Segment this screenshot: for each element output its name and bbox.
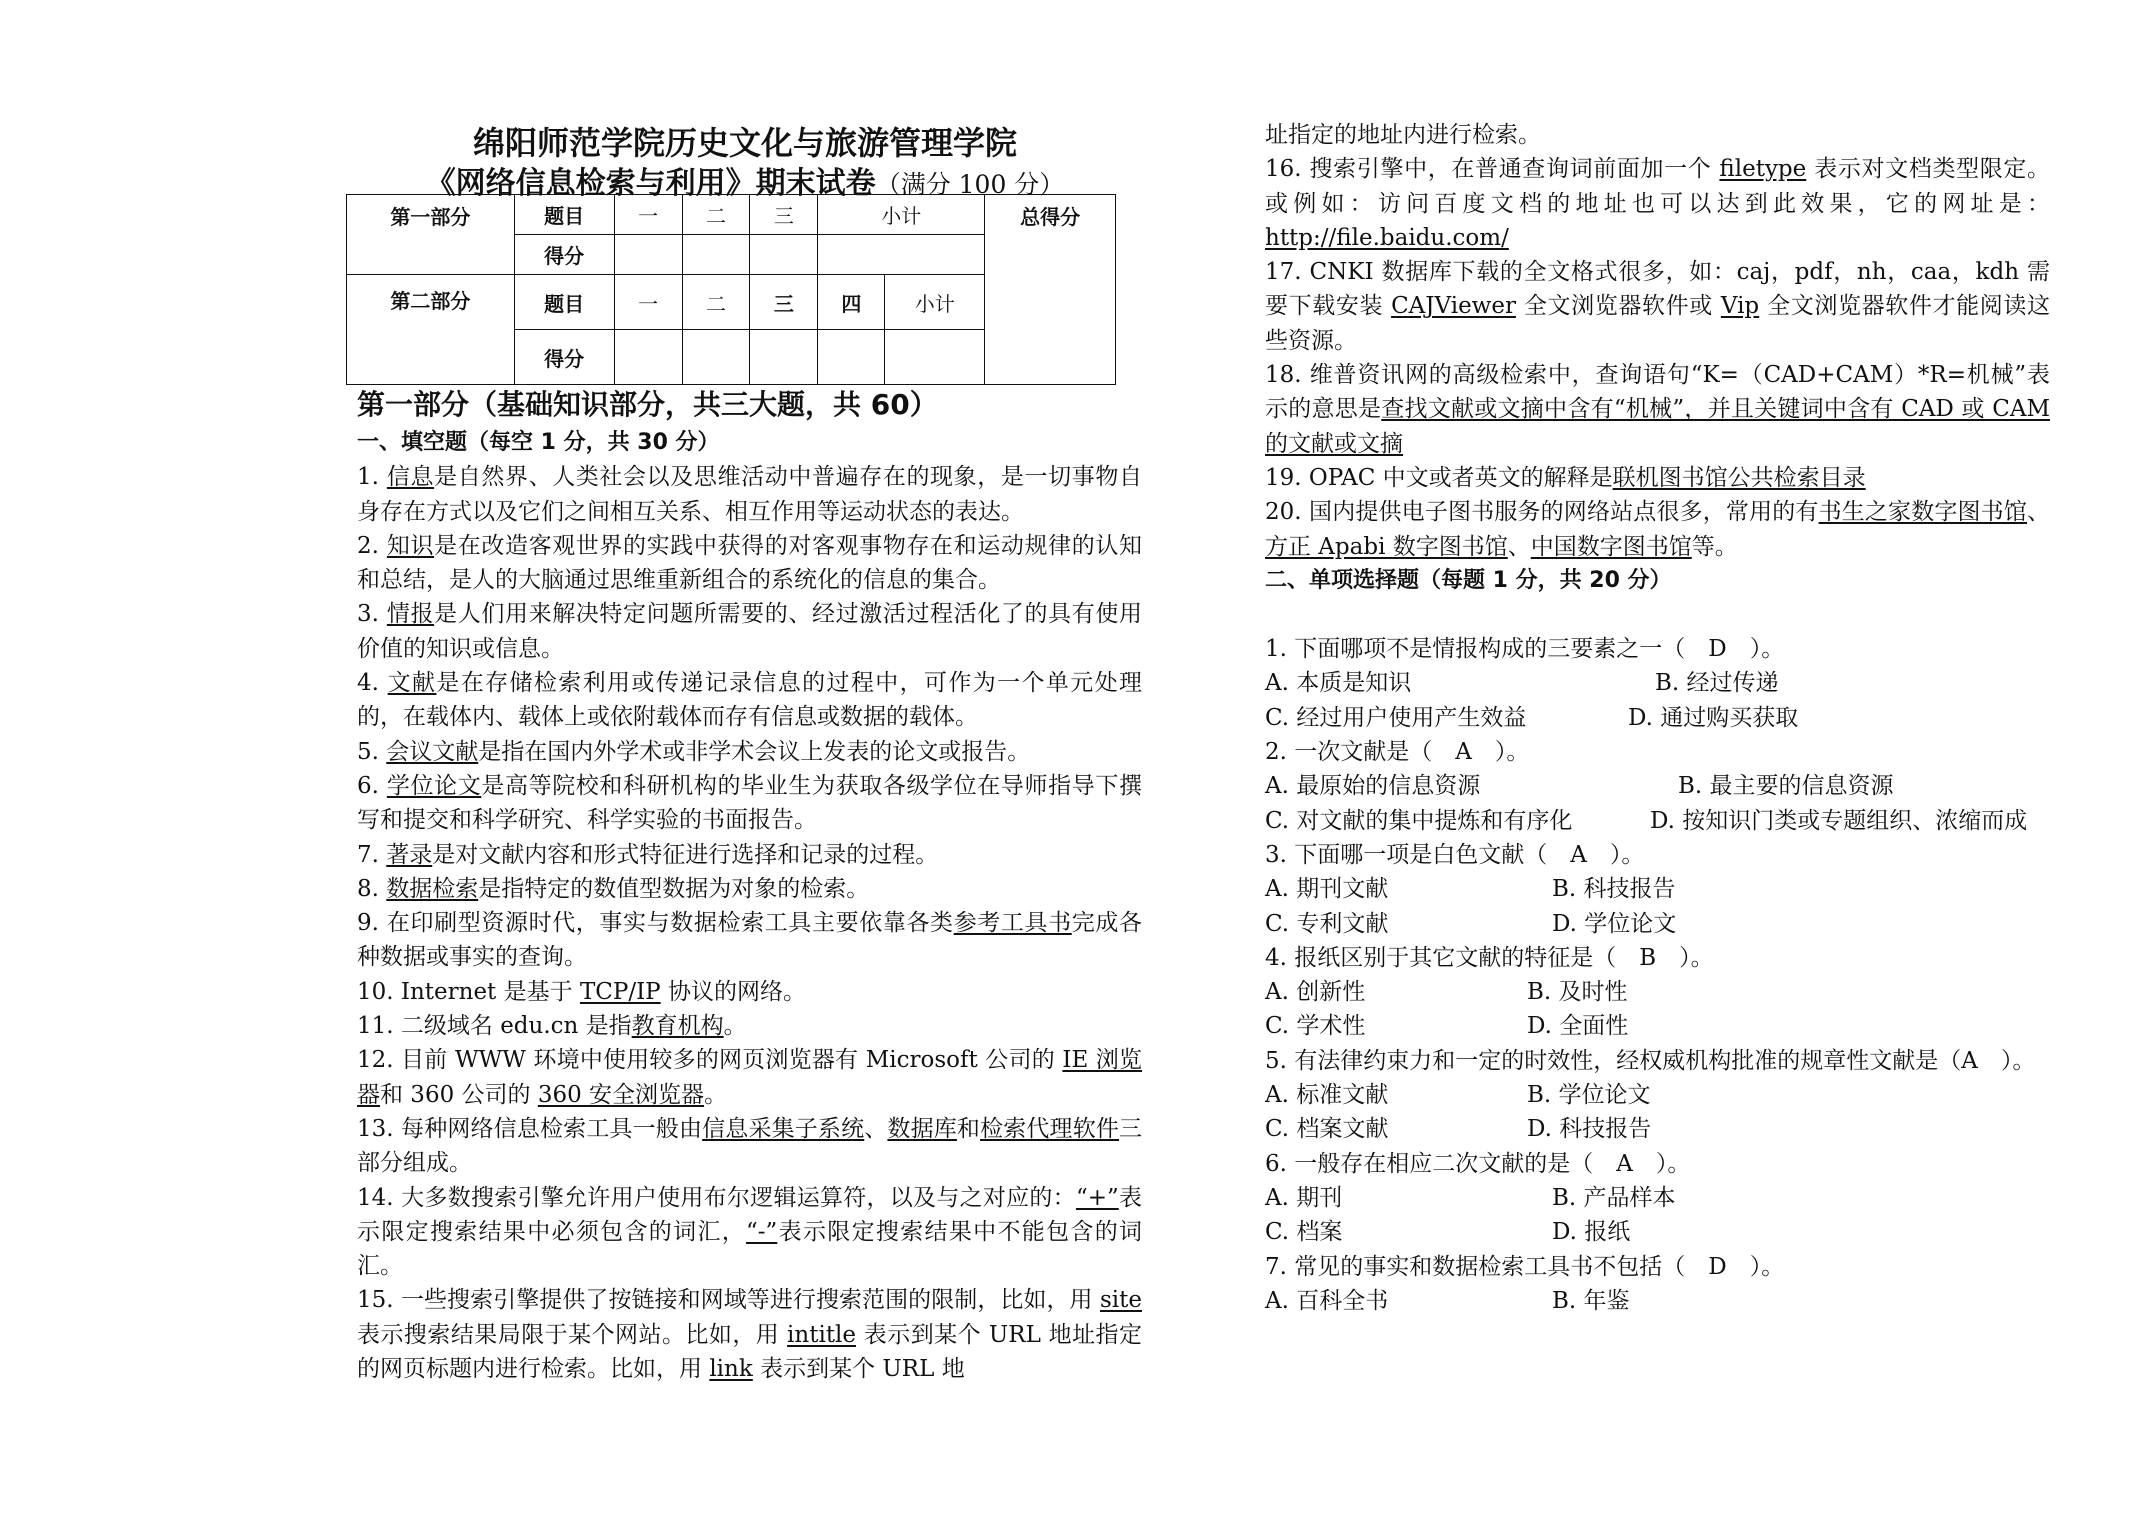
option: A. 创新性: [1265, 979, 1366, 1006]
choice-options: [1265, 872, 2050, 906]
answer: IE 浏览器: [357, 1047, 1142, 1108]
option: C. 经过用户使用产生效益: [1265, 704, 1527, 731]
answer: 教育机构: [631, 1013, 724, 1040]
answer: 情报: [386, 601, 435, 628]
total-score-header: 总得分: [985, 195, 1116, 235]
question-header: 题目: [514, 275, 614, 330]
option: D. 报纸: [1552, 1219, 1631, 1246]
option: B. 及时性: [1527, 979, 1628, 1006]
q-col-3: 三: [750, 195, 818, 235]
fill-question: 3. 情报是人们用来解决特定问题所需要的、经过激活过程活化了的具有使用价值的知识或信息。: [357, 601, 1142, 662]
q-col-4: 四: [818, 275, 885, 330]
choice-options: [1265, 975, 2050, 1009]
score-cell: [818, 235, 985, 275]
answer: 联机图书馆公共检索目录: [1612, 464, 1866, 491]
answer: link: [709, 1356, 753, 1383]
answer: 中国数字图书馆: [1530, 533, 1692, 560]
fill-question: 5. 会议文献是指在国内外学术或非学术会议上发表的论文或报告。: [357, 738, 1031, 765]
answer: 学位论文: [386, 772, 482, 799]
q-col-2: 二: [682, 195, 750, 235]
choice-options: [1265, 666, 2050, 700]
answer: 信息采集子系统: [702, 1115, 865, 1142]
choice-options: [1265, 1284, 2050, 1318]
answer: 数据检索: [386, 875, 479, 902]
fill-question: 18. 维普资讯网的高级检索中，查询语句“K=（CAD+CAM）*R=机械”表示的意思是查找文献或文摘中含有“机械”，并且关键词中含有 CAD 或 CAM 的文献或文摘: [1265, 362, 2051, 457]
fill-question: 10. Internet 是基于 TCP/IP 协议的网络。: [357, 978, 806, 1005]
answer: intitle: [787, 1321, 857, 1348]
answer: 检索代理软件: [980, 1115, 1120, 1142]
option: C. 对文献的集中提炼和有序化: [1265, 807, 1573, 834]
option: A. 期刊文献: [1265, 876, 1389, 903]
answer: filetype: [1719, 156, 1807, 183]
choice-options: [1265, 804, 2050, 838]
score-cell: [614, 330, 682, 385]
fill-question-continued: 址指定的地址内进行检索。: [1265, 122, 1541, 148]
part2-label: 第二部分: [347, 275, 515, 385]
answer: Vip: [1720, 293, 1760, 320]
q-col-3: 三: [750, 275, 818, 330]
choice-question: 4. 报纸区别于其它文献的特征是（ B ）。: [1265, 944, 1714, 971]
option: D. 通过购买获取: [1628, 704, 1799, 731]
option: A. 百科全书: [1265, 1287, 1389, 1314]
fill-question: 11. 二级域名 edu.cn 是指教育机构。: [357, 1013, 747, 1040]
score-table: [346, 194, 1116, 385]
choice-options: [1265, 907, 2050, 941]
fill-in-heading: 一、填空题（每空 1 分，共 30 分）: [357, 430, 720, 455]
part1-label: 第一部分: [347, 195, 515, 275]
choice-question: 2. 一次文献是（ A ）。: [1265, 739, 1530, 766]
score-row-label: 得分: [514, 235, 614, 275]
option: B. 产品样本: [1552, 1184, 1676, 1211]
option: B. 科技报告: [1552, 876, 1676, 903]
answer: 会议文献: [386, 738, 479, 765]
answer: 数据库: [887, 1115, 957, 1142]
option: A. 期刊: [1265, 1184, 1343, 1211]
right-column: [1265, 118, 2050, 1318]
option: B. 经过传递: [1655, 670, 1779, 697]
q-col-1: 一: [614, 195, 682, 235]
choice-options: [1265, 701, 2050, 735]
choice-options: [1265, 1181, 2050, 1215]
fill-question: 8. 数据检索是指特定的数值型数据为对象的检索。: [357, 875, 870, 902]
answer: “-”: [746, 1218, 778, 1245]
choice-heading: 二、单项选择题（每题 1 分，共 20 分）: [1265, 567, 1672, 593]
option: B. 学位论文: [1527, 1082, 1651, 1109]
answer-url: http://file.baidu.com/: [1265, 224, 1509, 251]
q-col-2: 二: [682, 275, 750, 330]
fill-question: 1. 信息是自然界、人类社会以及思维活动中普遍存在的现象，是一切事物自身存在方式以及它们之间相互关系、相互作用等运动状态的表达。: [357, 464, 1142, 525]
left-column: [357, 384, 1142, 1386]
option: B. 最主要的信息资源: [1678, 773, 1894, 800]
option: A. 最原始的信息资源: [1265, 773, 1481, 800]
fill-question: 9. 在印刷型资源时代，事实与数据检索工具主要依靠各类参考工具书完成各种数据或事实的查询。: [357, 910, 1143, 971]
score-cell: [614, 235, 682, 275]
fill-question: 13. 每种网络信息检索工具一般由信息采集子系统、数据库和检索代理软件三部分组成。: [357, 1115, 1143, 1177]
choice-question: 1. 下面哪项不是情报构成的三要素之一（ D ）。: [1265, 636, 1785, 663]
answer: 书生之家数字图书馆: [1818, 499, 2027, 526]
exam-name: 《网络信息检索与利用》期末试卷: [425, 166, 876, 201]
option: D. 全面性: [1527, 1013, 1629, 1040]
fill-question: 4. 文献是在存储检索利用或传递记录信息的过程中，可作为一个单元处理的，在载体内、载体上或依附载体而存有信息或数据的载体。: [357, 670, 1143, 731]
answer: 文献: [387, 670, 437, 697]
answer: 360 安全浏览器: [537, 1081, 705, 1108]
choice-options: [1265, 1215, 2050, 1249]
fill-question: 14. 大多数搜索引擎允许用户使用布尔逻辑运算符，以及与之对应的：“+”表示限定搜索结果中必须包含的词汇，“-”表示限定搜索结果中不能包含的词汇。: [357, 1184, 1143, 1280]
option: C. 档案文献: [1265, 1116, 1389, 1143]
part1-heading: 第一部分（基础知识部分，共三大题，共 60）: [357, 388, 938, 421]
fill-question: 15. 一些搜索引擎提供了按链接和网域等进行搜索范围的限制，比如，用 site 表示搜索结果局限于某个网站。比如，用 intitle 表示到某个 URL 地址指定的网页标题内进行检索。比如，用 link 表示到某个 URL 地: [357, 1287, 1142, 1383]
answer: 查找文献或文摘中含有“机械”，并且关键词中含有 CAD 或 CAM 的文献或文摘: [1265, 396, 2051, 457]
choice-question: 3. 下面哪一项是白色文献（ A ）。: [1265, 841, 1645, 868]
answer: 方正 Apabi 数字图书馆: [1265, 533, 1508, 560]
subtotal-header: 小计: [818, 195, 985, 235]
choice-options: [1265, 769, 2050, 803]
score-row-label: 得分: [514, 330, 614, 385]
fill-question: 12. 目前 WWW 环境中使用较多的网页浏览器有 Microsoft 公司的 IE 浏览器和 360 公司的 360 安全浏览器。: [357, 1047, 1142, 1108]
answer: 知识: [386, 532, 435, 559]
score-cell: [750, 330, 818, 385]
school-title: 绵阳师范学院历史文化与旅游管理学院: [472, 124, 1017, 162]
option: C. 学术性: [1265, 1013, 1366, 1040]
option: A. 标准文献: [1265, 1082, 1389, 1109]
option: C. 专利文献: [1265, 910, 1389, 937]
fill-question: 19. OPAC 中文或者英文的解释是联机图书馆公共检索目录: [1265, 464, 1866, 491]
q-col-1: 一: [614, 275, 682, 330]
score-cell: [750, 235, 818, 275]
score-cell: [818, 330, 885, 385]
total-score-cell: [985, 235, 1116, 385]
choice-question: 7. 常见的事实和数据检索工具书不包括（ D ）。: [1265, 1253, 1785, 1280]
fill-question: 6. 学位论文是高等院校和科研机构的毕业生为获取各级学位在导师指导下撰写和提交和科学研究、科学实验的书面报告。: [357, 772, 1142, 834]
fill-question: 2. 知识是在改造客观世界的实践中获得的对客观事物存在和运动规律的认知和总结，是人的大脑通过思维重新组合的系统化的信息的集合。: [357, 532, 1142, 594]
answer: site: [1099, 1287, 1142, 1314]
answer: 信息: [386, 464, 435, 491]
answer: 著录: [386, 841, 433, 868]
option: A. 本质是知识: [1265, 670, 1412, 697]
answer: “+”: [1075, 1184, 1119, 1211]
option: B. 年鉴: [1552, 1287, 1630, 1314]
score-cell: [682, 235, 750, 275]
answer: CAJViewer: [1391, 293, 1516, 320]
fill-question: 20. 国内提供电子图书服务的网络站点很多，常用的有书生之家数字图书馆、方正 Apabi 数字图书馆、中国数字图书馆等。: [1265, 499, 2050, 560]
fill-question: 17. CNKI 数据库下载的全文格式很多，如：caj，pdf，nh，caa，kdh 需要下载安装 CAJViewer 全文浏览器软件或 Vip 全文浏览器软件才能阅读这些资源。: [1265, 259, 2051, 354]
option: C. 档案: [1265, 1219, 1343, 1246]
choice-options: [1265, 1112, 2050, 1146]
choice-options: [1265, 1078, 2050, 1112]
option: D. 学位论文: [1552, 910, 1677, 937]
full-score: （满分 100 分）: [875, 170, 1065, 199]
score-cell: [682, 330, 750, 385]
question-header: 题目: [514, 195, 614, 235]
fill-question: 16. 搜索引擎中，在普通查询词前面加一个 filetype 表示对文档类型限定。或例如：访问百度文档的地址也可以达到此效果，它的网址是：http://file.baidu.com/: [1265, 156, 2051, 251]
choice-options: [1265, 1009, 2050, 1043]
answer: 参考工具书: [953, 910, 1072, 937]
option: D. 科技报告: [1527, 1116, 1652, 1143]
score-cell: [885, 330, 985, 385]
choice-question: 5. 有法律约束力和一定的时效性，经权威机构批准的规章性文献是（A ）。: [1265, 1047, 2036, 1074]
option: D. 按知识门类或专题组织、浓缩而成: [1650, 807, 2028, 834]
subtotal-header: 小计: [885, 275, 985, 330]
answer: TCP/IP: [579, 978, 661, 1005]
fill-question: 7. 著录是对文献内容和形式特征进行选择和记录的过程。: [357, 841, 939, 868]
choice-question: 6. 一般存在相应二次文献的是（ A ）。: [1265, 1150, 1691, 1177]
